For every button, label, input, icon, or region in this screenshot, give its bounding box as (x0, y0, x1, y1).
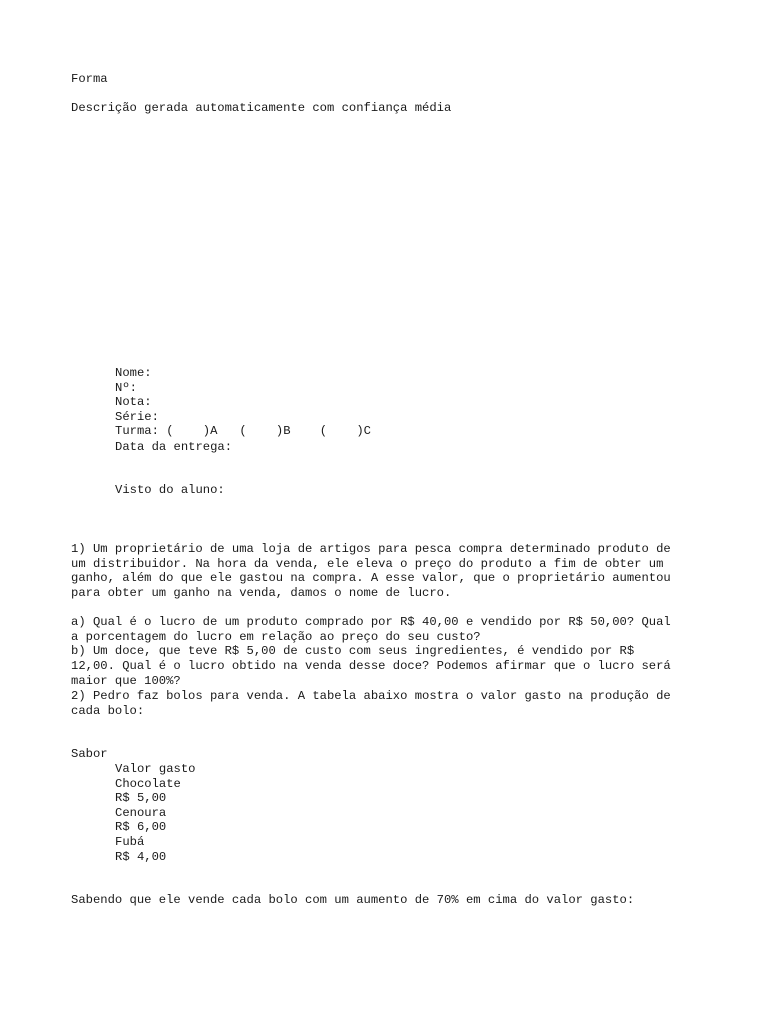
table-cell-cost: R$ 5,00 (115, 791, 167, 805)
question-1-line: um distribuidor. Na hora da venda, ele eleva o preço do produto a fim de obter um (71, 557, 664, 571)
question-1a-line: a porcentagem do lucro em relação ao preço do seu custo? (71, 630, 481, 644)
name-label: Nome: (115, 366, 152, 380)
table-cell-cost: R$ 4,00 (115, 850, 167, 864)
class-label: Turma: ( )A ( )B ( )C (115, 424, 371, 438)
question-1b-line: maior que 100%? (71, 674, 181, 688)
table-cell-flavor: Chocolate (115, 777, 181, 791)
delivery-date-label: Data da entrega: (115, 440, 233, 454)
image-shape-label: Forma (71, 72, 108, 86)
question-2-closing-line: Sabendo que ele vende cada bolo com um aumento de 70% em cima do valor gasto: (71, 893, 635, 907)
table-cell-cost: R$ 6,00 (115, 820, 167, 834)
question-2-line: 2) Pedro faz bolos para venda. A tabela abaixo mostra o valor gasto na produção de (71, 689, 671, 703)
table-cell-flavor: Fubá (115, 835, 145, 849)
question-2-line: cada bolo: (71, 704, 145, 718)
grade-label: Nota: (115, 395, 152, 409)
question-1b-line: b) Um doce, que teve R$ 5,00 de custo com seus ingredientes, é vendido por R$ (71, 644, 635, 658)
image-description: Descrição gerada automaticamente com confiança média (71, 101, 452, 115)
table-header-flavor: Sabor (71, 747, 108, 761)
table-header-cost: Valor gasto (115, 762, 196, 776)
student-check-label: Visto do aluno: (115, 483, 225, 497)
question-1b-line: 12,00. Qual é o lucro obtido na venda desse doce? Podemos afirmar que o lucro será (71, 659, 671, 673)
question-1a-line: a) Qual é o lucro de um produto comprado por R$ 40,00 e vendido por R$ 50,00? Qual (71, 615, 671, 629)
question-1-line: ganho, além do que ele gastou na compra. A esse valor, que o proprietário aumentou (71, 571, 671, 585)
series-label: Série: (115, 410, 159, 424)
table-cell-flavor: Cenoura (115, 806, 167, 820)
question-1-line: para obter um ganho na venda, damos o nome de lucro. (71, 586, 452, 600)
question-1-line: 1) Um proprietário de uma loja de artigos para pesca compra determinado produto de (71, 542, 671, 556)
number-label: Nº: (115, 381, 137, 395)
